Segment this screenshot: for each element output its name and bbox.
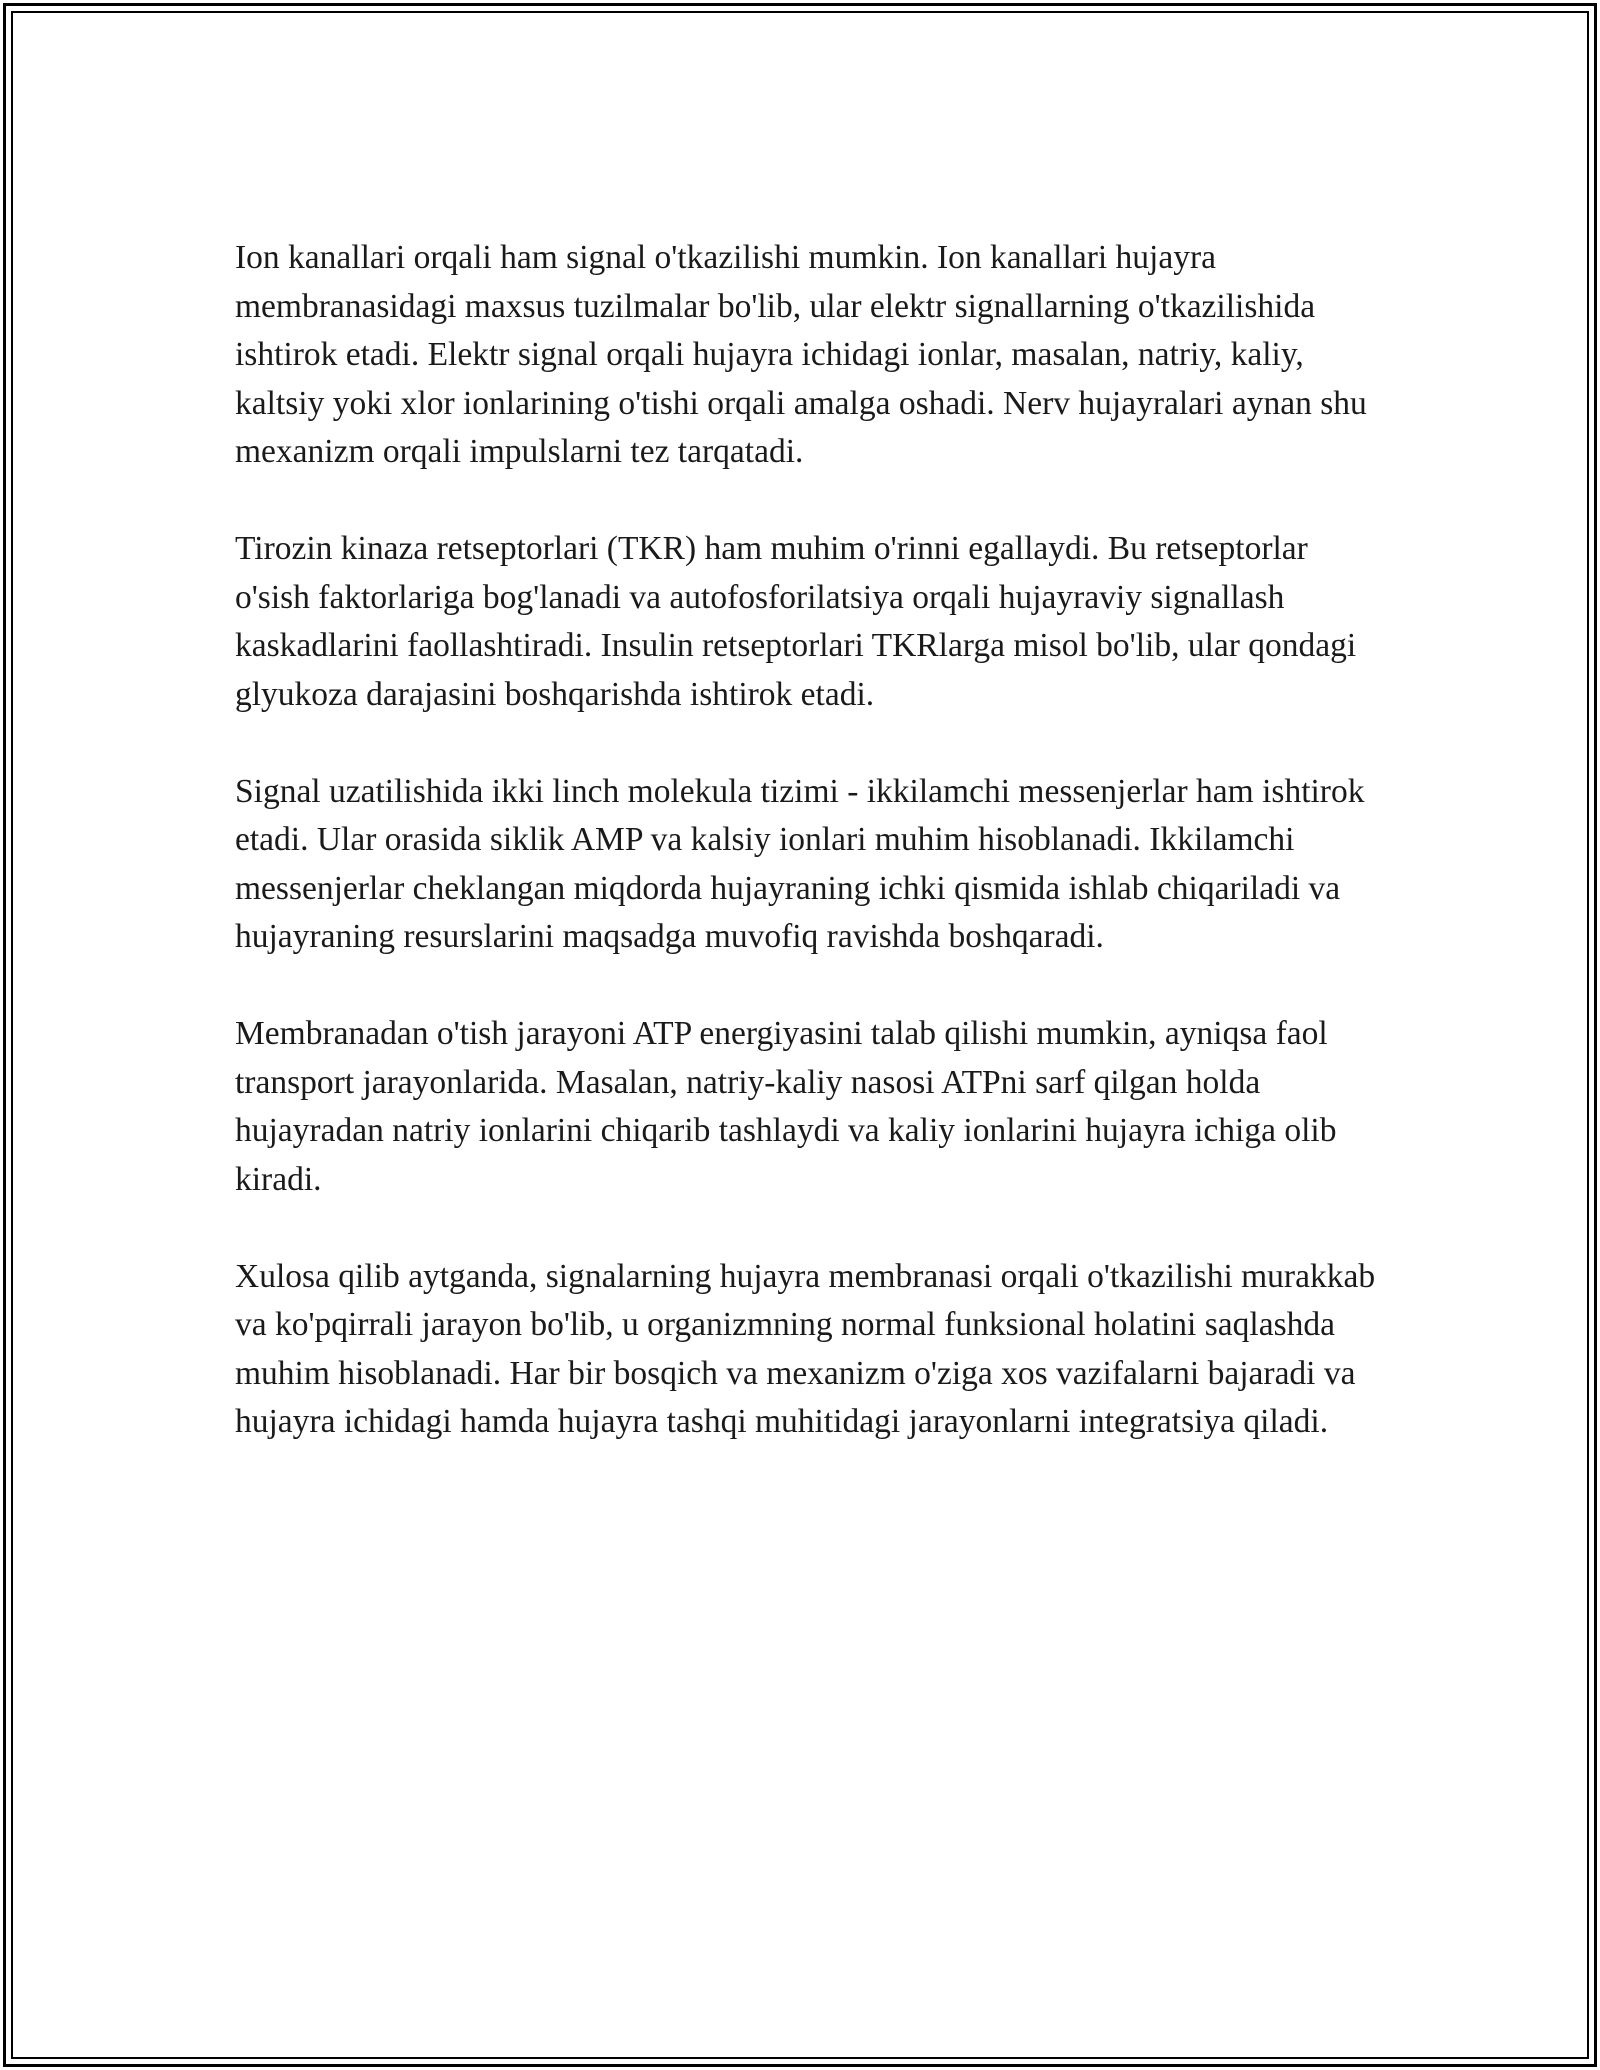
document-body bbox=[235, 234, 1385, 1495]
paragraph-ion-channels: Ion kanallari orqali ham signal o'tkazilishi mumkin. Ion kanallari hujayra membranasidagi maxsus tuzilmalar bo'lib, ular elektr signallarning o'tkazilishida ishtirok etadi. Elektr signal orqali hujayra ichidagi ionlar, masalan, natriy, kaliy, kaltsiy yoki xlor ionlarining o'tishi orqali amalga oshadi. Nerv hujayralari aynan shu mexanizm orqali impulslarni tez tarqatadi. bbox=[235, 239, 1367, 470]
paragraph-atp-transport: Membranadan o'tish jarayoni ATP energiyasini talab qilishi mumkin, ayniqsa faol transport jarayonlarida. Masalan, natriy-kaliy nasosi ATPni sarf qilgan holda hujayradan natriy ionlarini chiqarib tashlaydi va kaliy ionlarini hujayra ichiga olib kiradi. bbox=[235, 1015, 1337, 1198]
paragraph-tyrosine-kinase: Tirozin kinaza retseptorlari (TKR) ham muhim o'rinni egallaydi. Bu retseptorlar o'sish faktorlariga bog'lanadi va autofosforilatsiya orqali hujayraviy signallash kaskadlarini faollashtiradi. Insulin retseptorlari TKRlarga misol bo'lib, ular qondagi glyukoza darajasini boshqarishda ishtirok etadi. bbox=[235, 530, 1357, 713]
paragraph-conclusion: Xulosa qilib aytganda, signalarning hujayra membranasi orqali o'tkazilishi murakkab va ko'pqirrali jarayon bo'lib, u organizmning normal funksional holatini saqlashda muhim hisoblanadi. Har bir bosqich va mexanizm o'ziga xos vazifalarni bajaradi va hujayra ichidagi hamda hujayra tashqi muhitidagi jarayonlarni integratsiya qiladi. bbox=[235, 1257, 1376, 1440]
paragraph-second-messengers: Signal uzatilishida ikki linch molekula tizimi - ikkilamchi messenjerlar ham ishtirok etadi. Ular orasida siklik AMP va kalsiy ionlari muhim hisoblanadi. Ikkilamchi messenjerlar cheklangan miqdorda hujayraning ichki qismida ishlab chiqariladi va hujayraning resurslarini maqsadga muvofiq ravishda boshqaradi. bbox=[235, 772, 1365, 955]
